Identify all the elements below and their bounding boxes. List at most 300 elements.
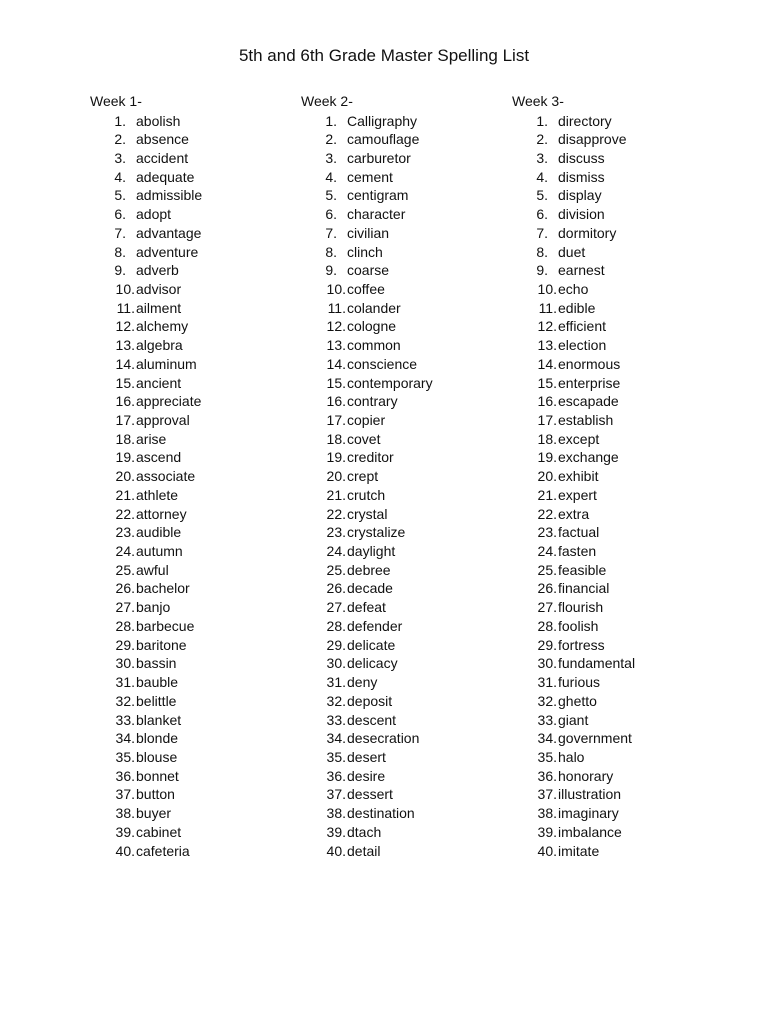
spelling-word: colander (347, 299, 401, 316)
spelling-word: civilian (347, 224, 390, 241)
list-item (512, 336, 712, 355)
spelling-word: extra (558, 505, 590, 522)
spelling-word: button (136, 786, 175, 803)
list-item (301, 523, 501, 542)
spelling-word: blonde (136, 730, 179, 747)
list-item (512, 505, 712, 524)
item-number: 6. (536, 206, 548, 223)
item-number: 20. (115, 468, 135, 485)
item-number: 28. (326, 617, 346, 634)
item-number: 37. (537, 786, 557, 803)
list-item (301, 224, 501, 243)
item-number: 14. (537, 355, 557, 372)
spelling-word: defeat (347, 599, 386, 616)
spelling-word: enormous (558, 355, 621, 372)
item-number: 21. (326, 486, 346, 503)
item-number: 39. (326, 823, 346, 840)
spelling-word: crutch (347, 486, 386, 503)
item-number: 38. (115, 805, 135, 822)
spelling-word: awful (136, 561, 169, 578)
list-item (512, 579, 712, 598)
item-number: 1. (536, 112, 548, 129)
item-number: 21. (537, 486, 557, 503)
item-number: 18. (115, 430, 135, 447)
list-item (301, 542, 501, 561)
item-number: 22. (537, 505, 557, 522)
list-item (512, 692, 712, 711)
item-number: 15. (537, 374, 557, 391)
list-item (512, 261, 712, 280)
item-number: 19. (115, 449, 135, 466)
item-number: 11. (116, 299, 135, 316)
spelling-word: bassin (136, 655, 177, 672)
item-number: 19. (326, 449, 346, 466)
item-number: 10. (326, 280, 346, 297)
spelling-word: division (558, 206, 605, 223)
item-number: 12. (115, 318, 135, 335)
item-number: 6. (325, 206, 337, 223)
list-item (301, 149, 501, 168)
item-number: 17. (537, 412, 557, 428)
item-number: 10. (115, 280, 135, 297)
spelling-word: imaginary (558, 805, 619, 822)
spelling-word: deny (347, 674, 378, 691)
item-number: 18. (537, 430, 557, 447)
item-number: 1. (114, 112, 126, 129)
item-number: 9. (325, 262, 337, 279)
item-number: 34. (537, 730, 557, 747)
spelling-word: disapprove (558, 131, 627, 148)
item-number: 17. (326, 412, 346, 428)
list-item (90, 243, 290, 262)
spelling-word: advantage (136, 224, 202, 241)
list-item (512, 729, 712, 748)
list-item (90, 130, 290, 149)
list-item (90, 355, 290, 374)
list-item (301, 598, 501, 617)
list-item (512, 448, 712, 467)
spelling-word: deposit (347, 692, 393, 709)
list-item (301, 411, 501, 430)
list-item (90, 673, 290, 692)
spelling-word: clinch (347, 243, 383, 260)
spelling-word: desecration (347, 730, 420, 747)
spelling-word: election (558, 337, 607, 354)
list-item (512, 168, 712, 187)
week-column-1 (90, 92, 290, 860)
spelling-word: detail (347, 842, 381, 859)
spelling-word: blanket (136, 711, 182, 728)
list-item (512, 149, 712, 168)
item-number: 10. (537, 280, 557, 297)
list-item (90, 467, 290, 486)
spelling-word: appreciate (136, 393, 202, 410)
spelling-word: autumn (136, 543, 183, 560)
spelling-word: adopt (136, 206, 172, 223)
item-number: 39. (115, 823, 135, 840)
item-number: 15. (326, 374, 346, 391)
list-item (301, 579, 501, 598)
word-list (512, 112, 712, 861)
item-number: 3. (536, 149, 548, 166)
list-item (301, 392, 501, 411)
list-item (512, 617, 712, 636)
spelling-word: coffee (347, 280, 385, 297)
list-item (512, 112, 712, 131)
list-item (512, 299, 712, 318)
word-list (90, 112, 290, 861)
list-item (301, 130, 501, 149)
item-number: 5. (114, 187, 126, 204)
item-number: 29. (326, 636, 346, 653)
spelling-word: accident (136, 149, 189, 166)
item-number: 21. (115, 486, 135, 503)
item-number: 34. (326, 730, 346, 747)
list-item (512, 411, 712, 430)
spelling-word: blouse (136, 748, 178, 765)
list-item (512, 561, 712, 580)
spelling-word: fortress (558, 636, 605, 653)
item-number: 7. (114, 224, 126, 241)
spelling-word: government (558, 730, 632, 747)
item-number: 12. (326, 318, 346, 335)
item-number: 31. (115, 674, 135, 691)
item-number: 9. (114, 262, 126, 279)
item-number: 16. (537, 393, 557, 410)
item-number: 30. (537, 655, 557, 672)
item-number: 16. (115, 393, 135, 410)
list-item (301, 804, 501, 823)
list-item (90, 767, 290, 786)
item-number: 4. (114, 168, 126, 185)
spelling-word: fasten (558, 543, 597, 560)
list-item (301, 355, 501, 374)
week-heading: Week 1- (90, 93, 142, 109)
spelling-word: duet (558, 243, 586, 260)
page-title: 5th and 6th Grade Master Spelling List (238, 46, 530, 65)
spelling-word: adventure (136, 243, 199, 260)
spelling-word: approval (136, 412, 190, 428)
list-item (301, 636, 501, 655)
list-item (301, 842, 501, 861)
list-item (512, 823, 712, 842)
item-number: 12. (537, 318, 557, 335)
item-number: 38. (326, 805, 346, 822)
list-item (301, 729, 501, 748)
spelling-word: directory (558, 112, 612, 129)
item-number: 3. (325, 149, 337, 166)
item-number: 40. (115, 842, 135, 859)
list-item (301, 823, 501, 842)
list-item (301, 467, 501, 486)
list-item (301, 448, 501, 467)
spelling-word: crystalize (347, 524, 406, 541)
item-number: 32. (537, 692, 557, 709)
spelling-word: crept (347, 468, 379, 485)
item-number: 8. (325, 243, 337, 260)
spelling-word: giant (558, 711, 589, 728)
spelling-word: honorary (558, 767, 614, 784)
list-item (301, 767, 501, 786)
spelling-word: echo (558, 280, 589, 297)
spelling-word: absence (136, 131, 189, 148)
list-item (90, 785, 290, 804)
item-number: 38. (537, 805, 557, 822)
spelling-word: delicacy (347, 655, 398, 672)
list-item (301, 673, 501, 692)
spelling-word: imbalance (558, 823, 622, 840)
item-number: 37. (115, 786, 135, 803)
list-item (90, 336, 290, 355)
item-number: 24. (326, 543, 346, 560)
list-item (512, 654, 712, 673)
spelling-word: Calligraphy (347, 112, 418, 129)
item-number: 8. (536, 243, 548, 260)
spelling-word: conscience (347, 355, 418, 372)
item-number: 18. (326, 430, 346, 447)
item-number: 8. (114, 243, 126, 260)
list-item (90, 149, 290, 168)
list-item (90, 505, 290, 524)
week-heading: Week 2- (301, 93, 353, 109)
item-number: 32. (326, 692, 346, 709)
list-item (90, 804, 290, 823)
item-number: 27. (537, 599, 557, 616)
list-item (90, 317, 290, 336)
item-number: 24. (115, 543, 135, 560)
item-number: 25. (115, 561, 135, 578)
item-number: 40. (326, 842, 346, 859)
list-item (90, 542, 290, 561)
list-item (90, 692, 290, 711)
list-item (301, 336, 501, 355)
spelling-word: bonnet (136, 767, 179, 784)
list-item (512, 785, 712, 804)
spelling-word: exhibit (558, 468, 599, 485)
item-number: 29. (537, 636, 557, 653)
spelling-word: financial (558, 580, 610, 597)
item-number: 25. (537, 561, 557, 578)
list-item (512, 804, 712, 823)
list-item (90, 205, 290, 224)
item-number: 35. (326, 748, 346, 765)
list-item (90, 430, 290, 449)
list-item (90, 280, 290, 299)
list-item (512, 317, 712, 336)
item-number: 36. (326, 767, 346, 784)
item-number: 7. (536, 224, 548, 241)
item-number: 13. (115, 337, 135, 354)
list-item (90, 448, 290, 467)
spelling-word: centigram (347, 187, 409, 204)
list-item (90, 711, 290, 730)
spelling-word: factual (558, 524, 600, 541)
list-item (512, 374, 712, 393)
item-number: 27. (115, 599, 135, 616)
list-item (512, 355, 712, 374)
list-item (90, 374, 290, 393)
list-item (512, 711, 712, 730)
list-item (512, 467, 712, 486)
week-column-3 (512, 92, 712, 860)
spelling-word: ascend (136, 449, 182, 466)
spelling-word: fundamental (558, 655, 636, 672)
list-item (512, 486, 712, 505)
item-number: 32. (115, 692, 135, 709)
list-item (512, 280, 712, 299)
spelling-word: discuss (558, 149, 605, 166)
spelling-word: baritone (136, 636, 187, 653)
item-number: 23. (326, 524, 346, 541)
list-item (90, 823, 290, 842)
spelling-word: contrary (347, 393, 398, 410)
list-item (512, 186, 712, 205)
item-number: 11. (327, 299, 346, 316)
list-item (301, 654, 501, 673)
item-number: 22. (326, 505, 346, 522)
list-item (90, 186, 290, 205)
item-number: 35. (115, 748, 135, 765)
spelling-word: banjo (136, 599, 171, 616)
list-item (301, 280, 501, 299)
item-number: 35. (537, 748, 557, 765)
item-number: 31. (537, 674, 557, 691)
spelling-word: camouflage (347, 131, 420, 148)
spelling-word: creditor (347, 449, 394, 466)
spelling-word: common (347, 337, 401, 354)
list-item (512, 598, 712, 617)
list-item (512, 243, 712, 262)
spelling-word: debree (347, 561, 391, 578)
week-heading: Week 3- (512, 93, 564, 109)
item-number: 11. (538, 299, 557, 316)
item-number: 4. (536, 168, 548, 185)
spelling-word: cement (347, 168, 393, 185)
spelling-word: carburetor (347, 149, 411, 166)
list-item (90, 299, 290, 318)
list-item (301, 486, 501, 505)
spelling-word: destination (347, 805, 415, 822)
item-number: 26. (537, 580, 557, 597)
item-number: 25. (326, 561, 346, 578)
item-number: 31. (326, 674, 346, 691)
list-item (301, 711, 501, 730)
spelling-word: attorney (136, 505, 187, 522)
spelling-word: expert (558, 486, 597, 503)
list-item (301, 430, 501, 449)
item-number: 3. (114, 149, 126, 166)
list-item (301, 505, 501, 524)
spelling-word: crystal (347, 505, 388, 522)
list-item (301, 617, 501, 636)
spelling-word: character (347, 206, 406, 223)
spelling-word: furious (558, 674, 601, 691)
item-number: 33. (326, 711, 346, 728)
spelling-word: barbecue (136, 617, 195, 634)
list-item (512, 542, 712, 561)
list-item (301, 561, 501, 580)
week-column-2 (301, 92, 501, 860)
list-item (301, 299, 501, 318)
list-item (512, 205, 712, 224)
list-item (301, 168, 501, 187)
item-number: 17. (115, 412, 135, 428)
item-number: 30. (115, 655, 135, 672)
spelling-word: copier (347, 412, 386, 428)
item-number: 27. (326, 599, 346, 616)
spelling-word: ailment (136, 299, 182, 316)
spelling-word: buyer (136, 805, 172, 822)
item-number: 23. (115, 524, 135, 541)
item-number: 33. (537, 711, 557, 728)
item-number: 4. (325, 168, 337, 185)
spelling-word: cologne (347, 318, 397, 335)
list-item (512, 224, 712, 243)
list-item (512, 636, 712, 655)
list-item (90, 748, 290, 767)
item-number: 30. (326, 655, 346, 672)
item-number: 1. (325, 112, 337, 129)
list-item (512, 767, 712, 786)
spelling-word: display (558, 187, 602, 204)
spelling-word: earnest (558, 262, 605, 279)
list-item (512, 130, 712, 149)
spelling-word: algebra (136, 337, 183, 354)
item-number: 28. (537, 617, 557, 634)
spelling-word: ghetto (558, 692, 597, 709)
list-item (90, 112, 290, 131)
list-item (512, 392, 712, 411)
item-number: 15. (115, 374, 135, 391)
spelling-word: alchemy (136, 318, 189, 335)
spelling-word: flourish (558, 599, 604, 616)
item-number: 24. (537, 543, 557, 560)
list-item (90, 392, 290, 411)
spelling-word: athlete (136, 486, 179, 503)
spelling-word: enterprise (558, 374, 621, 391)
list-item (90, 224, 290, 243)
item-number: 6. (114, 206, 126, 223)
list-item (90, 842, 290, 861)
item-number: 37. (326, 786, 346, 803)
item-number: 39. (537, 823, 557, 840)
item-number: 33. (115, 711, 135, 728)
spelling-word: descent (347, 711, 397, 728)
list-item (90, 168, 290, 187)
spelling-word: feasible (558, 561, 607, 578)
spelling-word: cabinet (136, 823, 182, 840)
item-number: 5. (325, 187, 337, 204)
item-number: 40. (537, 842, 557, 859)
spelling-word: escapade (558, 393, 619, 410)
item-number: 2. (114, 131, 126, 148)
spelling-word: desert (347, 748, 386, 765)
list-item (90, 486, 290, 505)
list-item (301, 261, 501, 280)
list-item (301, 317, 501, 336)
spelling-word: halo (558, 748, 585, 765)
spelling-word: dessert (347, 786, 393, 803)
spelling-word: exchange (558, 449, 619, 466)
spelling-word: cafeteria (136, 842, 190, 859)
word-list (301, 112, 501, 861)
list-item (512, 673, 712, 692)
item-number: 5. (536, 187, 548, 204)
item-number: 16. (326, 393, 346, 410)
spelling-word: bachelor (136, 580, 190, 597)
spelling-word: illustration (558, 786, 622, 803)
item-number: 34. (115, 730, 135, 747)
